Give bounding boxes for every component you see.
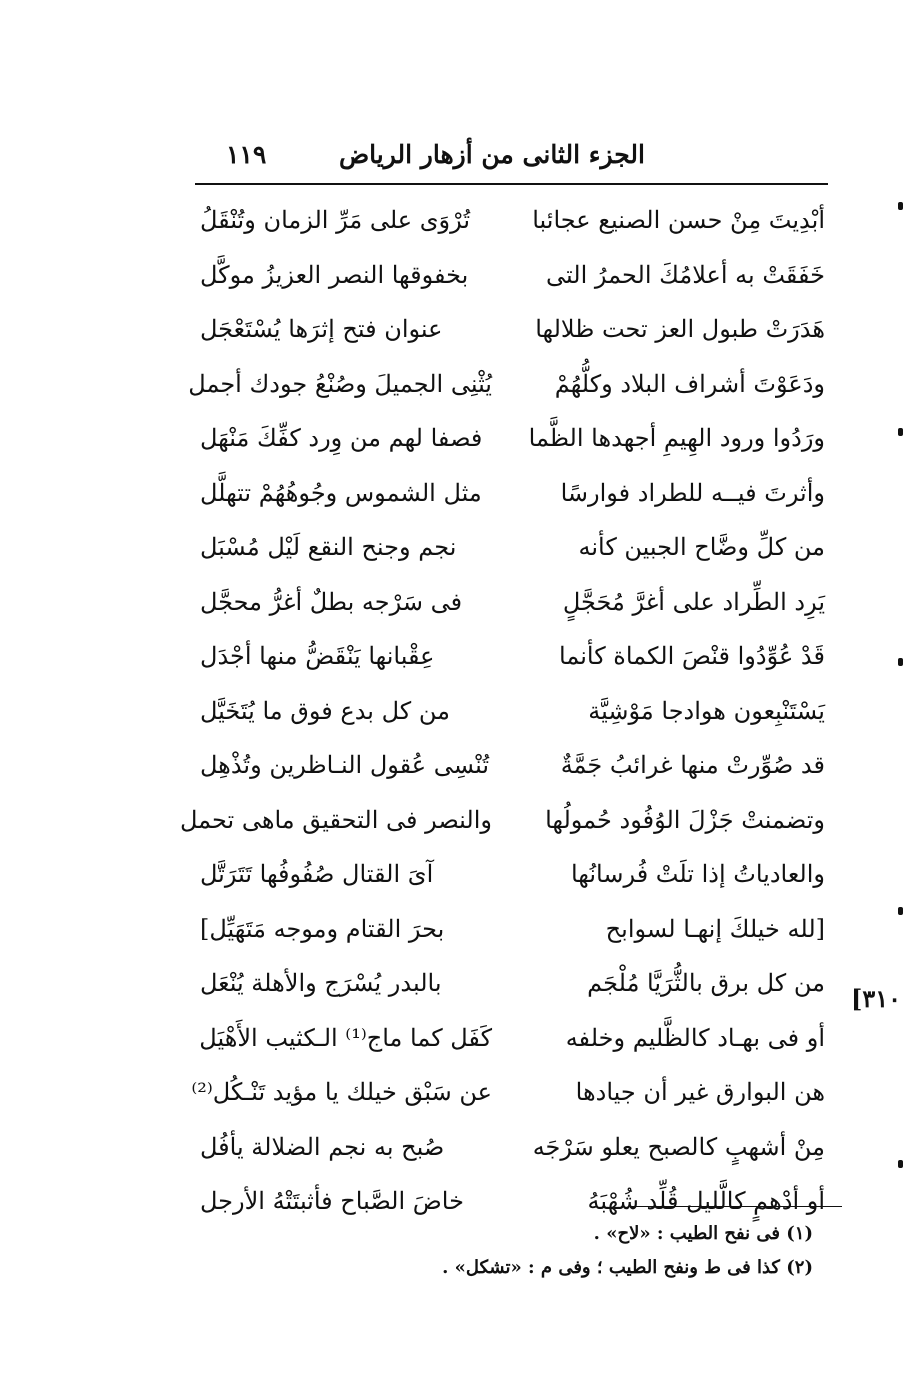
verse-second-hemistich: بحرَ القتام وموجه مَتَهَيِّل] xyxy=(200,914,445,943)
verse-line xyxy=(200,632,825,687)
verse-second-hemistich: يُثْنِى الجميلَ وصُنْعُ جودك أجمل xyxy=(188,369,492,398)
footnote-2: (٢) كذا فى ط ونفح الطيب ؛ وفى م : «تشكل» . xyxy=(442,1257,813,1278)
verse-line xyxy=(200,414,825,469)
verse-first-hemistich: يَرِد الطِّراد على أغرَّ مُحَجَّلٍ xyxy=(562,587,825,616)
verse-first-hemistich: وأثرتَ فيــه للطراد فوارسًا xyxy=(560,478,825,507)
verse-line xyxy=(200,905,825,960)
verse-first-hemistich: هَدَرَتْ طبول العز تحت ظلالها xyxy=(535,315,825,343)
verse-second-hemistich: والنصر فى التحقيق ماهى تحمل xyxy=(179,805,492,834)
verse-second-hemistich: تُرْوَى على مَرِّ الزمان وتُنْقَلُ xyxy=(200,206,471,234)
verse-first-hemistich: والعادياتُ إذا تلَتْ فُرسانُها xyxy=(570,860,825,888)
verse-second-hemistich: فى سَرْجه بطلٌ أغرُّ محجَّل xyxy=(200,587,463,616)
footnote-1: (١) فى نفح الطيب : «لاح» . xyxy=(593,1223,813,1244)
verse-second-hemistich: فصفا لهم من وِرد كفِّكَ مَنْهَل xyxy=(200,424,483,452)
verse-line xyxy=(200,1014,825,1069)
verse-first-hemistich: قد صُوِّرتْ منها غرائبُ جَمَّةٌ xyxy=(560,751,825,779)
verse-line xyxy=(179,796,825,851)
margin-page-reference: [٣١٠ xyxy=(850,984,901,1013)
verse-line xyxy=(200,251,825,306)
verse-second-hemistich: صُبح به نجم الضلالة يأفُل xyxy=(200,1132,445,1161)
verse-line xyxy=(200,741,825,796)
verse-first-hemistich: مِنْ أشهبٍ كالصبح يعلو سَرْجَه xyxy=(532,1132,825,1161)
verse-second-hemistich: عن سَبْق خيلك يا مؤيد تَنْـكُل⁽²⁾ xyxy=(191,1078,492,1106)
verse-line xyxy=(200,469,825,524)
verse-second-hemistich: خاضَ الصَّباح فأثبتَتْهُ الأرجل xyxy=(200,1187,464,1215)
margin-dot xyxy=(898,907,903,915)
verse-line xyxy=(188,360,825,415)
verse-line xyxy=(200,523,825,578)
verse-first-hemistich: هن البوارق غير أن جيادها xyxy=(575,1078,825,1106)
verse-first-hemistich: ودَعَوْتَ أشراف البلاد وكلُّهُمْ xyxy=(554,369,825,398)
verse-line xyxy=(200,196,825,251)
running-title: الجزء الثانى من أزهار الرياض xyxy=(338,140,645,169)
poem xyxy=(179,196,825,1232)
verse-second-hemistich: من كل بدع فوق ما يُتَخَيَّل xyxy=(200,696,450,725)
verse-line xyxy=(200,850,825,905)
verse-first-hemistich: من كلِّ وضَّاح الجبين كأنه xyxy=(578,533,825,561)
verse-second-hemistich: نجم وجنح النقع لَيْل مُسْبَل xyxy=(200,533,457,561)
verse-second-hemistich: آىَ القتال صُفُوفُها تَتَرَتَّل xyxy=(200,860,434,888)
verse-line xyxy=(191,1068,825,1123)
footnote-rule xyxy=(630,1206,842,1207)
verse-first-hemistich: يَسْتَنْبِعون هوادجا مَوْشِيَّة xyxy=(588,696,825,725)
verse-line xyxy=(200,305,825,360)
page-number: ١١٩ xyxy=(226,140,267,169)
verse-line xyxy=(200,687,825,742)
verse-line xyxy=(200,959,825,1014)
margin-dot xyxy=(898,658,903,666)
header-rule xyxy=(195,183,828,185)
verse-first-hemistich: قَدْ عُوِّدُوا قنْصَ الكماة كأنما xyxy=(559,642,825,670)
margin-dot xyxy=(898,428,903,436)
verse-second-hemistich: مثل الشموس وجُوهُهُمْ تتهلَّل xyxy=(200,478,482,507)
verse-second-hemistich: بالبدر يُسْرَج والأهلة يُنْعَل xyxy=(200,969,442,997)
verse-first-hemistich: أو فى بهـاد كالظَّليم وخلفه xyxy=(565,1023,825,1052)
verse-first-hemistich: أو أدْهمٍ كالَّليل قُلِّد شُهْبَهُ xyxy=(587,1187,825,1215)
verse-second-hemistich: بخفوقها النصر العزيزُ موكَّل xyxy=(200,260,469,289)
verse-second-hemistich: عِقْبانها يَنْقَضُّ منها أجْدَل xyxy=(200,642,435,670)
margin-dot xyxy=(898,202,903,210)
margin-dot xyxy=(898,1160,903,1168)
verse-line xyxy=(200,578,825,633)
verse-line xyxy=(200,1123,825,1178)
verse-first-hemistich: وتضمنتْ جَزْلَ الوُفُود حُمولُها xyxy=(545,805,825,834)
verse-second-hemistich: عنوان فتح إثرَها يُسْتَعْجَل xyxy=(200,315,443,343)
verse-first-hemistich: أبْدِيتَ مِنْ حسن الصنيع عجائبا xyxy=(532,206,825,234)
verse-first-hemistich: خَفَقَتْ به أعلامُكَ الحمرُ التى xyxy=(546,260,825,289)
verse-second-hemistich: تُنْسِى عُقول النـاظرين وتُذْهِل xyxy=(200,751,490,779)
verse-first-hemistich: ورَدُوا ورود الهِيمِ أجهدها الظَّما xyxy=(528,424,825,452)
verse-first-hemistich: من كل برق بالثُّرَيَّا مُلْجَم xyxy=(587,969,825,997)
verse-second-hemistich: كَفَل كما ماج⁽¹⁾ الـكثيب الأَهْيَل xyxy=(199,1023,492,1052)
verse-first-hemistich: [لله خيلكَ إنهـا لسوابح xyxy=(605,914,825,943)
